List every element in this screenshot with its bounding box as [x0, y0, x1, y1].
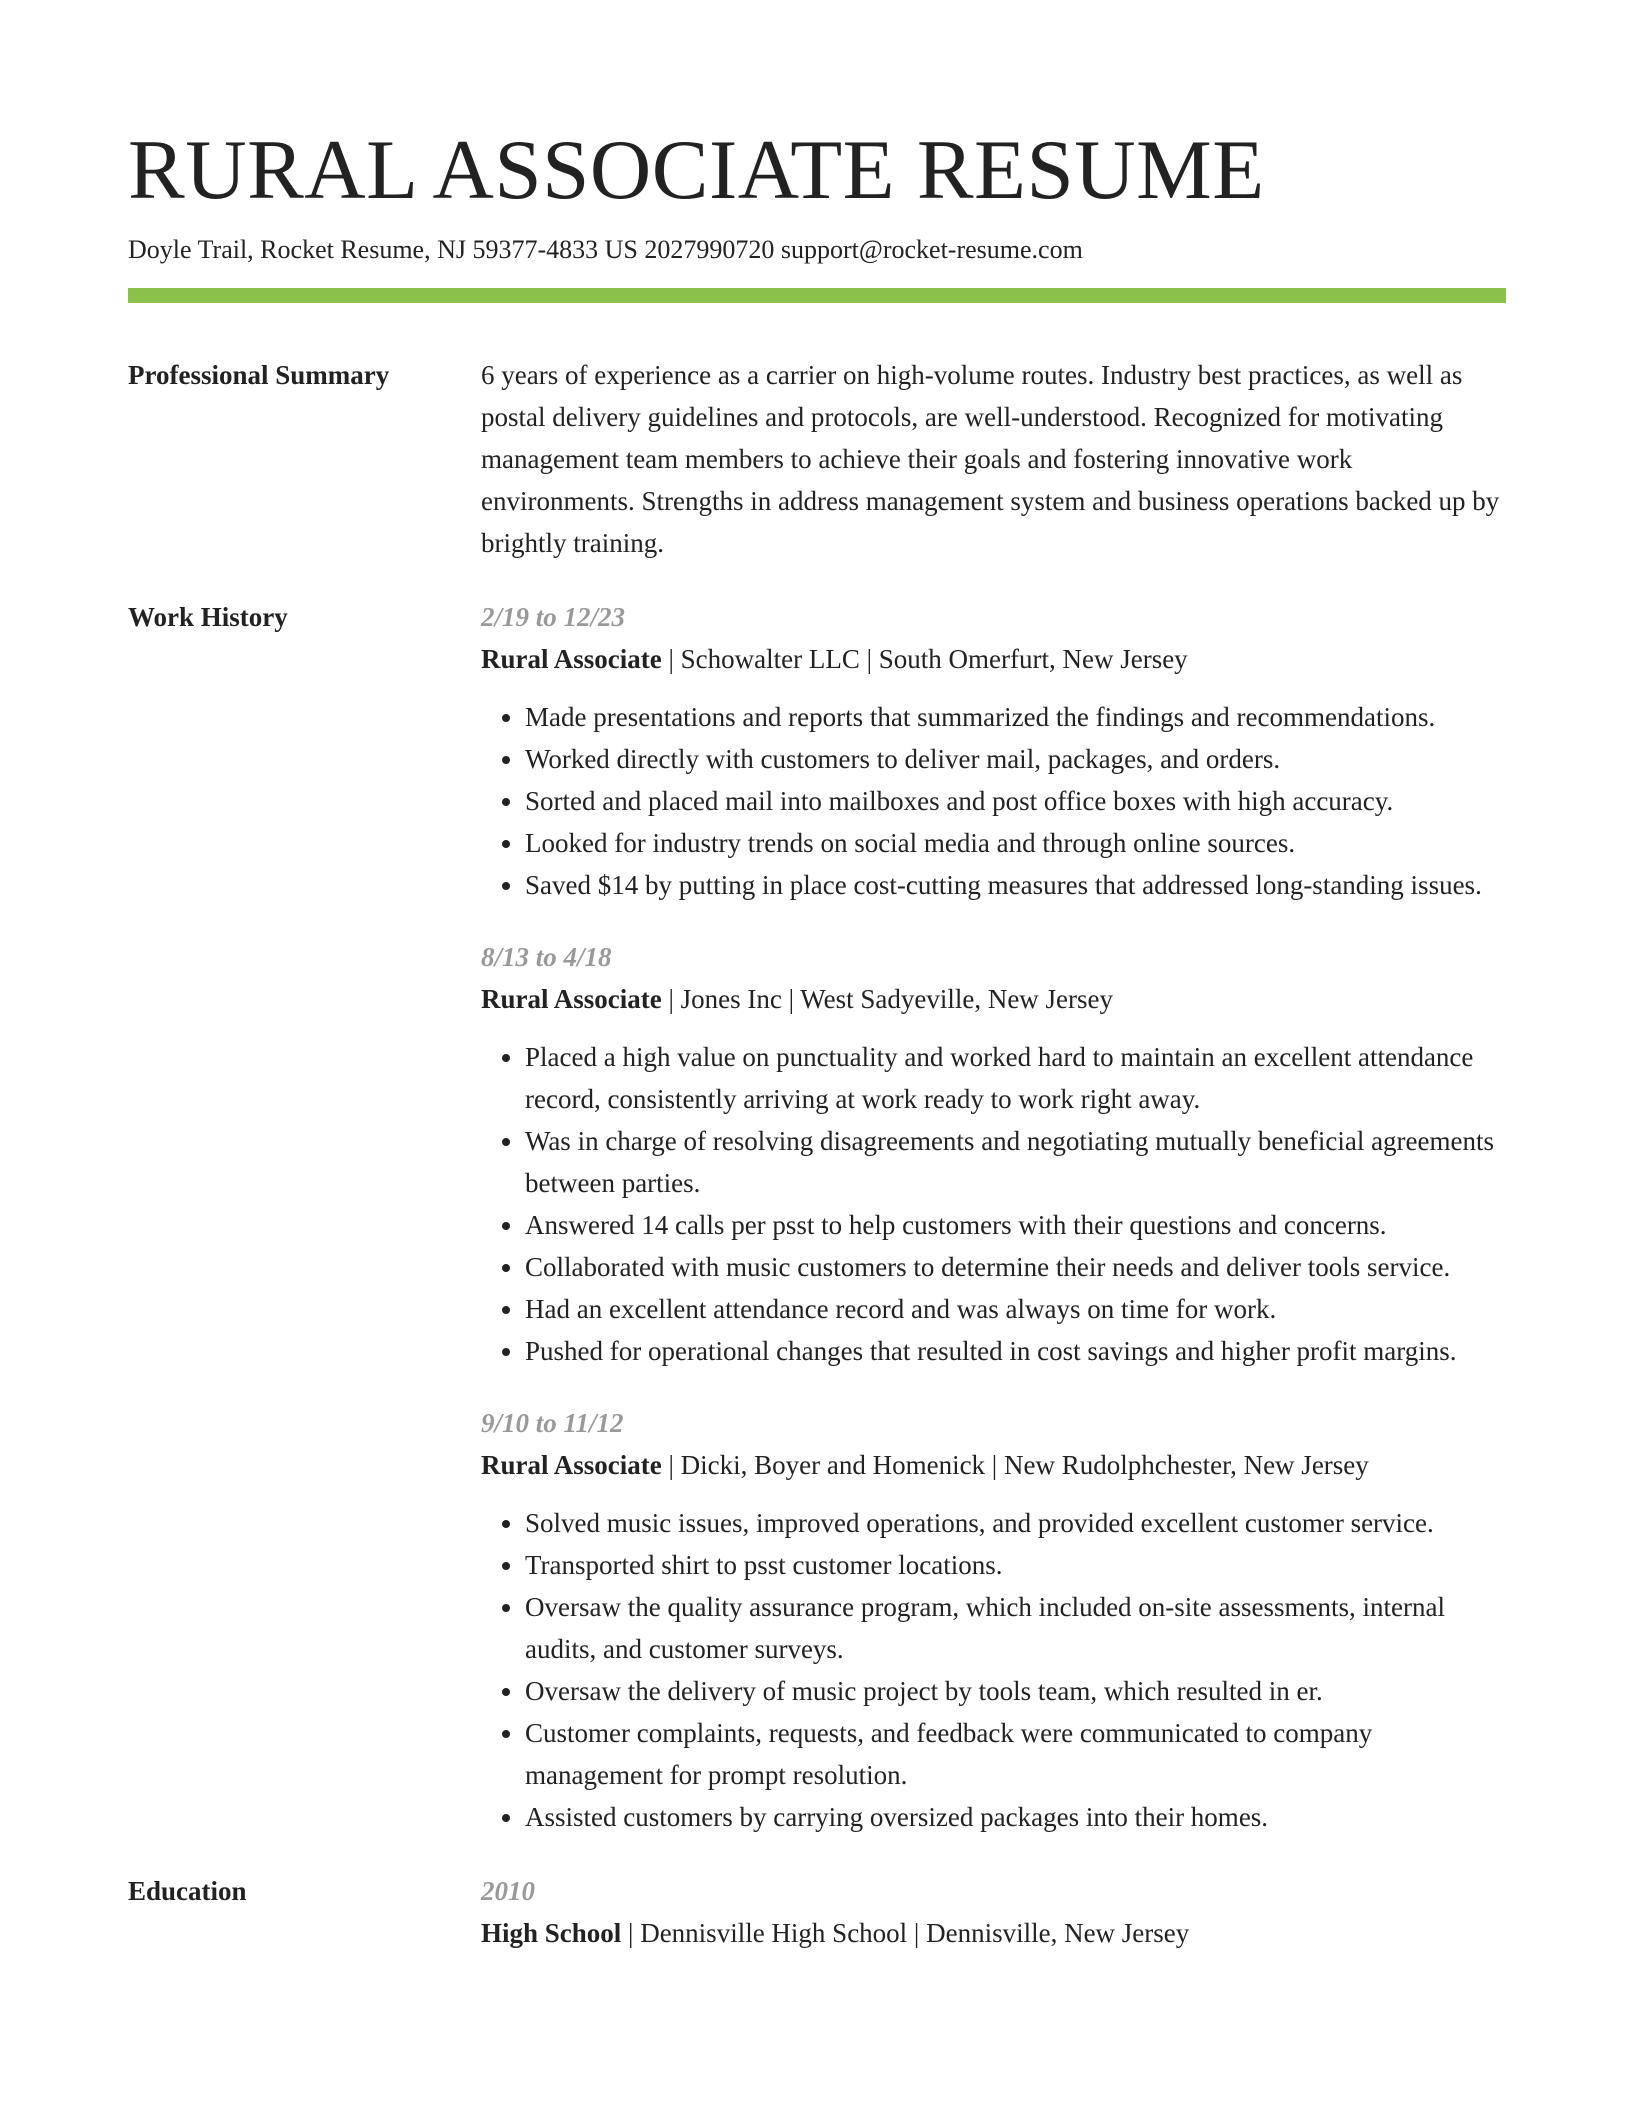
- job-role-line: [481, 978, 1506, 1020]
- education-degree: High School: [481, 1918, 622, 1948]
- job-employer-location: | Dicki, Boyer and Homenick | New Rudolphchester, New Jersey: [661, 1450, 1369, 1480]
- job-bullet: • Had an excellent attendance record and was always on time for work.: [525, 1288, 1506, 1330]
- job-bullet: • Transported shirt to psst customer locations.: [525, 1544, 1506, 1586]
- job-title: Rural Associate: [481, 1450, 662, 1480]
- job-bullet: • Pushed for operational changes that resulted in cost savings and higher profit margins.: [525, 1330, 1506, 1372]
- job-bullet: • Assisted customers by carrying oversized packages into their homes.: [525, 1796, 1506, 1838]
- job-bullets: [481, 1502, 1506, 1838]
- job-bullet: • Oversaw the quality assurance program, which included on-site assessments, internal audits, and customer surveys.: [525, 1586, 1506, 1670]
- job-bullet: • Sorted and placed mail into mailboxes and post office boxes with high accuracy.: [525, 780, 1506, 822]
- job-bullet: • Oversaw the delivery of music project by tools team, which resulted in er.: [525, 1670, 1506, 1712]
- job-bullet: • Looked for industry trends on social media and through online sources.: [525, 822, 1506, 864]
- job-bullet: • Made presentations and reports that summarized the findings and recommendations.: [525, 696, 1506, 738]
- job-employer-location: | Schowalter LLC | South Omerfurt, New Jersey: [661, 644, 1188, 674]
- job-bullet: • Was in charge of resolving disagreements and negotiating mutually beneficial agreements between parties.: [525, 1120, 1506, 1204]
- job-entry: [481, 596, 1506, 906]
- job-bullet: • Worked directly with customers to deliver mail, packages, and orders.: [525, 738, 1506, 780]
- job-dates: 9/10 to 11/12: [481, 1408, 624, 1438]
- job-bullet: • Collaborated with music customers to determine their needs and deliver tools service.: [525, 1246, 1506, 1288]
- job-bullet: • Placed a high value on punctuality and worked hard to maintain an excellent attendance record, consistently arriving at work ready to work right away.: [525, 1036, 1506, 1120]
- job-bullet: • Solved music issues, improved operations, and provided excellent customer service.: [525, 1502, 1506, 1544]
- summary-body: [481, 354, 1506, 564]
- job-employer-location: | Jones Inc | West Sadyeville, New Jersey: [661, 984, 1114, 1014]
- education-dates: 2010: [481, 1876, 535, 1906]
- job-bullets: [481, 1036, 1506, 1372]
- section-label-summary: Professional Summary: [128, 360, 390, 390]
- job-title: Rural Associate: [481, 644, 662, 674]
- resume-page: [128, 120, 1506, 1954]
- job-dates: 8/13 to 4/18: [481, 942, 612, 972]
- job-dates: 2/19 to 12/23: [481, 602, 626, 632]
- accent-divider: [128, 288, 1506, 303]
- job-bullets: [481, 696, 1506, 906]
- job-bullet: • Saved $14 by putting in place cost-cutting measures that addressed long-standing issues.: [525, 864, 1506, 906]
- work-history-section: [128, 596, 1506, 1838]
- resume-title: RURAL ASSOCIATE RESUME: [128, 123, 1265, 217]
- job-entry: [481, 1402, 1506, 1838]
- work-history-body: [481, 596, 1506, 1838]
- education-school-location: | Dennisville High School | Dennisville, New Jersey: [621, 1918, 1190, 1948]
- section-label-work-history: Work History: [128, 602, 288, 632]
- job-bullet: • Customer complaints, requests, and feedback were communicated to company management for prompt resolution.: [525, 1712, 1506, 1796]
- summary-text: 6 years of experience as a carrier on high-volume routes. Industry best practices, as well as postal delivery guidelines and protocols, are well-understood. Recognized for motivating management team members to achieve their goals and fostering innovative work environments. Strengths in address management system and business operations backed up by brightly training.: [481, 360, 1500, 558]
- education-line: [481, 1912, 1506, 1954]
- job-bullet: • Answered 14 calls per psst to help customers with their questions and concerns.: [525, 1204, 1506, 1246]
- job-entry: [481, 936, 1506, 1372]
- summary-section: [128, 354, 1506, 564]
- education-section: [128, 1870, 1506, 1954]
- job-role-line: [481, 638, 1506, 680]
- education-body: [481, 1870, 1506, 1954]
- job-role-line: [481, 1444, 1506, 1486]
- contact-line: Doyle Trail, Rocket Resume, NJ 59377-4833 US 2027990720 support@rocket-resume.com: [128, 235, 1083, 264]
- job-title: Rural Associate: [481, 984, 662, 1014]
- section-label-education: Education: [128, 1876, 247, 1906]
